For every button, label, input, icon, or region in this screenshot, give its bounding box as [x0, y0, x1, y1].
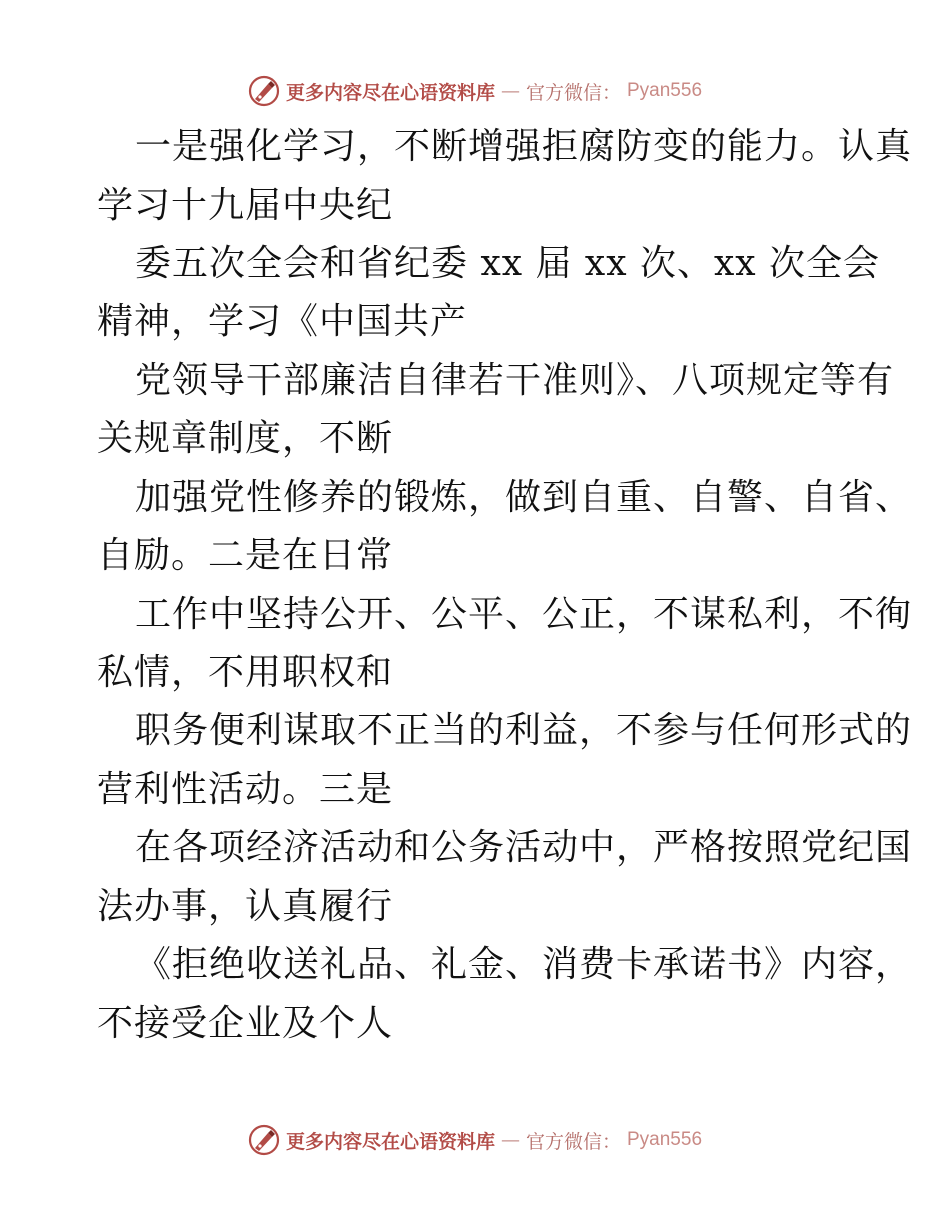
- watermark-label: 官方微信：: [525, 1130, 621, 1153]
- body-line: 自励。二是在日常: [97, 535, 394, 576]
- body-line: 加强党性修养的锻炼，做到自重、自警、自省、: [135, 477, 913, 518]
- pen-logo-icon: [248, 1124, 280, 1156]
- body-line: 工作中坚持公开、公平、公正，不谋私利，不徇: [135, 594, 913, 635]
- body-line: 精神，学习《中国共产: [97, 301, 468, 342]
- body-line: 关规章制度，不断: [97, 418, 394, 459]
- body-line: 《拒绝收送礼品、礼金、消费卡承诺书》内容，: [135, 944, 913, 985]
- watermark-main-text: 更多内容尽在心语资料库: [285, 1130, 495, 1153]
- body-line: 不接受企业及个人: [97, 1003, 394, 1044]
- pen-logo-icon: [248, 75, 280, 107]
- watermark-separator: —: [500, 80, 520, 102]
- watermark-separator: —: [500, 1129, 520, 1151]
- watermark-wechat-id: Pyan556: [627, 80, 703, 101]
- body-line: 学习十九届中央纪: [97, 185, 394, 226]
- body-line: 在各项经济活动和公务活动中，严格按照党纪国: [135, 827, 913, 868]
- body-line: 职务便利谋取不正当的利益，不参与任何形式的: [135, 710, 913, 751]
- watermark-main-text: 更多内容尽在心语资料库: [285, 81, 495, 104]
- header-watermark: [0, 71, 950, 111]
- body-line: 私情，不用职权和: [97, 652, 394, 693]
- body-line: 营利性活动。三是: [97, 769, 394, 810]
- watermark-label: 官方微信：: [525, 81, 621, 104]
- body-line: 党领导干部廉洁自律若干准则》、八项规定等有: [135, 360, 895, 401]
- footer-watermark: [0, 1120, 950, 1160]
- watermark-wechat-id: Pyan556: [627, 1129, 703, 1150]
- body-line: 一是强化学习，不断增强拒腐防变的能力。认真: [135, 126, 913, 167]
- body-line: 委五次全会和省纪委 xx 届 xx 次、xx 次全会: [135, 243, 881, 284]
- body-line: 法办事，认真履行: [97, 886, 394, 927]
